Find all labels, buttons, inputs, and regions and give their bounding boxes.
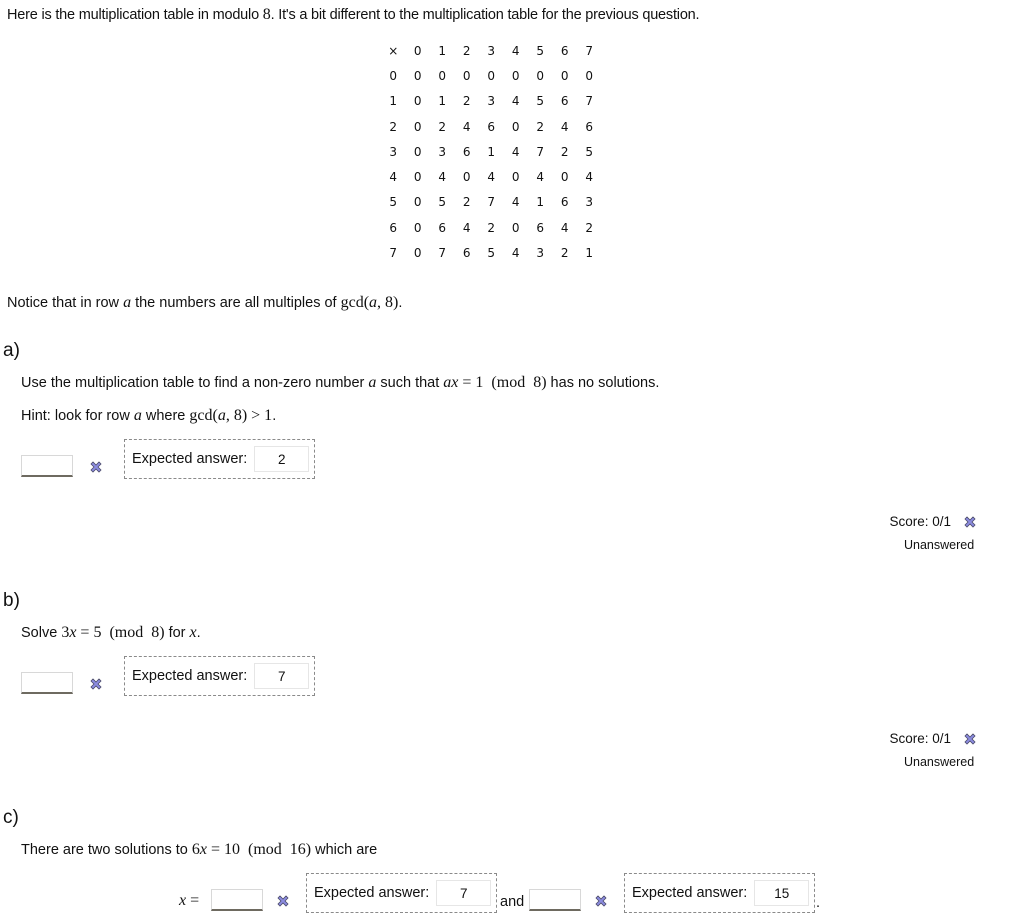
table-column-header: 7 xyxy=(585,43,594,58)
math-var: x xyxy=(189,624,197,641)
table-column-header: 4 xyxy=(511,43,520,58)
table-cell: 6 xyxy=(487,119,496,134)
table-cell: 2 xyxy=(487,220,496,235)
math-var: a xyxy=(368,374,377,391)
part-a-question xyxy=(21,374,659,392)
math-gcd: gcd(a, 8) > 1 xyxy=(189,407,273,424)
table-cell: 0 xyxy=(413,119,422,134)
table-cell: 4 xyxy=(438,170,447,185)
hint-part: Hint: look for row xyxy=(21,408,134,424)
expected-answer-label: Expected answer: xyxy=(632,885,748,901)
math-congruence: 3x = 5 (mod 8) xyxy=(61,624,165,641)
table-cell: 6 xyxy=(560,195,569,210)
table-corner-times-symbol: × xyxy=(388,43,399,58)
expected-answer-value: 7 xyxy=(436,880,491,906)
math-var: a xyxy=(369,294,378,311)
table-cell: 0 xyxy=(511,68,520,83)
table-row xyxy=(381,164,602,189)
table-row-header: 7 xyxy=(389,246,398,261)
part-a-status: Unanswered xyxy=(904,538,975,552)
table-cell: 0 xyxy=(413,144,422,159)
expected-answer-value: 7 xyxy=(254,663,309,689)
table-cell: 0 xyxy=(511,119,520,134)
table-cell: 6 xyxy=(438,220,447,235)
table-cell: 4 xyxy=(462,119,471,134)
table-row-header: 2 xyxy=(389,119,398,134)
part-a-score xyxy=(889,514,977,529)
score-label: Score: 0/1 xyxy=(889,731,951,746)
part-c-answer-input-2[interactable] xyxy=(529,889,581,911)
part-a-expected-answer xyxy=(124,439,315,479)
sentence-period: . xyxy=(816,895,821,911)
table-header-row xyxy=(381,38,602,63)
score-label: Score: 0/1 xyxy=(889,514,951,529)
table-row-header: 5 xyxy=(389,195,398,210)
expected-answer-label: Expected answer: xyxy=(132,451,248,467)
table-cell: 6 xyxy=(536,220,545,235)
table-row-header: 0 xyxy=(389,68,398,83)
math-gcd: gcd(a, 8) xyxy=(340,294,399,311)
incorrect-cross-icon xyxy=(89,677,103,691)
table-cell: 3 xyxy=(536,246,545,261)
table-cell: 5 xyxy=(536,94,545,109)
question-part: Solve xyxy=(21,625,62,641)
notice-part: . xyxy=(398,295,403,311)
table-cell: 2 xyxy=(585,220,594,235)
hint-part: where xyxy=(141,408,190,424)
hint-part: . xyxy=(272,408,277,424)
table-cell: 0 xyxy=(413,246,422,261)
table-column-header: 0 xyxy=(413,43,422,58)
question-part: . xyxy=(196,625,201,641)
table-cell: 2 xyxy=(462,94,471,109)
table-cell: 2 xyxy=(560,144,569,159)
score-cross-icon xyxy=(963,732,977,746)
table-cell: 1 xyxy=(585,246,594,261)
table-row-header: 3 xyxy=(389,144,398,159)
table-row xyxy=(381,240,602,265)
table-cell: 0 xyxy=(413,220,422,235)
table-cell: 1 xyxy=(487,144,496,159)
table-row-header: 1 xyxy=(389,94,398,109)
table-row-header: 6 xyxy=(389,220,398,235)
table-cell: 0 xyxy=(511,220,520,235)
table-column-header: 6 xyxy=(560,43,569,58)
notice-text xyxy=(7,294,402,312)
table-row xyxy=(381,63,602,88)
table-cell: 5 xyxy=(487,246,496,261)
question-part: which are xyxy=(311,842,378,858)
table-cell: 6 xyxy=(462,144,471,159)
intro-text xyxy=(7,6,699,24)
part-b-answer-input[interactable] xyxy=(21,672,73,694)
table-column-header: 5 xyxy=(536,43,545,58)
table-cell: 0 xyxy=(413,170,422,185)
and-label: and xyxy=(500,894,525,910)
incorrect-cross-icon xyxy=(276,894,290,908)
part-b-score xyxy=(889,731,977,746)
part-c-expected-answer-2 xyxy=(624,873,815,913)
part-c-label: c) xyxy=(3,807,19,828)
math-x-equals: x = xyxy=(179,892,200,909)
part-b-question xyxy=(21,624,201,642)
table-cell: 3 xyxy=(438,144,447,159)
table-row xyxy=(381,89,602,114)
table-cell: 7 xyxy=(536,144,545,159)
part-a-label: a) xyxy=(3,340,20,361)
table-cell: 0 xyxy=(413,195,422,210)
incorrect-cross-icon xyxy=(89,460,103,474)
table-cell: 4 xyxy=(487,170,496,185)
expected-answer-label: Expected answer: xyxy=(132,668,248,684)
table-row xyxy=(381,215,602,240)
table-cell: 5 xyxy=(438,195,447,210)
math-var: a xyxy=(133,407,142,424)
expected-answer-value: 15 xyxy=(754,880,809,906)
table-cell: 4 xyxy=(536,170,545,185)
question-part: Use the multiplication table to find a non-zero number xyxy=(21,375,369,391)
table-cell: 1 xyxy=(438,94,447,109)
incorrect-cross-icon xyxy=(594,894,608,908)
table-cell: 4 xyxy=(585,170,594,185)
notice-part: the numbers are all multiples of xyxy=(131,295,341,311)
table-cell: 0 xyxy=(462,68,471,83)
table-cell: 6 xyxy=(560,94,569,109)
expected-answer-value: 2 xyxy=(254,446,309,472)
table-cell: 7 xyxy=(487,195,496,210)
table-cell: 2 xyxy=(560,246,569,261)
part-c-expected-answer-1 xyxy=(306,873,497,913)
table-row xyxy=(381,139,602,164)
table-cell: 4 xyxy=(511,94,520,109)
table-column-header: 2 xyxy=(462,43,471,58)
part-c-question xyxy=(21,841,377,859)
math-congruence: ax = 1 (mod 8) xyxy=(443,374,547,391)
table-cell: 0 xyxy=(536,68,545,83)
intro-text-part: . It's a bit different to the multiplication table for the previous question. xyxy=(270,7,700,23)
x-equals-label xyxy=(179,892,199,910)
math-var: a xyxy=(123,294,132,311)
table-cell: 0 xyxy=(413,68,422,83)
table-cell: 6 xyxy=(462,246,471,261)
table-cell: 2 xyxy=(462,195,471,210)
question-part: such that xyxy=(376,375,444,391)
expected-answer-label: Expected answer: xyxy=(314,885,430,901)
table-cell: 0 xyxy=(438,68,447,83)
table-cell: 0 xyxy=(511,170,520,185)
table-cell: 2 xyxy=(536,119,545,134)
table-cell: 1 xyxy=(536,195,545,210)
math-congruence: 6x = 10 (mod 16) xyxy=(191,841,312,858)
table-row-header: 4 xyxy=(389,170,398,185)
table-cell: 7 xyxy=(438,246,447,261)
intro-modulus: 8 xyxy=(262,6,271,23)
table-cell: 3 xyxy=(585,195,594,210)
table-cell: 4 xyxy=(511,246,520,261)
part-a-answer-input[interactable] xyxy=(21,455,73,477)
part-a-hint xyxy=(21,407,276,425)
table-cell: 2 xyxy=(438,119,447,134)
table-cell: 0 xyxy=(462,170,471,185)
question-part: for xyxy=(164,625,190,641)
intro-text-part: Here is the multiplication table in modulo xyxy=(7,7,263,23)
multiplication-table xyxy=(381,38,602,266)
score-cross-icon xyxy=(963,515,977,529)
part-b-label: b) xyxy=(3,590,20,611)
table-cell: 0 xyxy=(585,68,594,83)
table-cell: 0 xyxy=(560,170,569,185)
table-cell: 0 xyxy=(413,94,422,109)
notice-part: Notice that in row xyxy=(7,295,124,311)
part-b-expected-answer xyxy=(124,656,315,696)
part-b-status: Unanswered xyxy=(904,755,975,769)
question-part: There are two solutions to xyxy=(21,842,192,858)
part-c-answer-input-1[interactable] xyxy=(211,889,263,911)
table-cell: 3 xyxy=(487,94,496,109)
table-cell: 5 xyxy=(585,144,594,159)
table-cell: 4 xyxy=(511,195,520,210)
table-cell: 7 xyxy=(585,94,594,109)
table-cell: 4 xyxy=(511,144,520,159)
table-cell: 0 xyxy=(487,68,496,83)
table-row xyxy=(381,114,602,139)
table-cell: 0 xyxy=(560,68,569,83)
table-cell: 4 xyxy=(462,220,471,235)
table-row xyxy=(381,190,602,215)
table-column-header: 1 xyxy=(438,43,447,58)
table-cell: 4 xyxy=(560,119,569,134)
question-part: has no solutions. xyxy=(546,375,660,391)
table-cell: 4 xyxy=(560,220,569,235)
table-column-header: 3 xyxy=(487,43,496,58)
table-cell: 6 xyxy=(585,119,594,134)
